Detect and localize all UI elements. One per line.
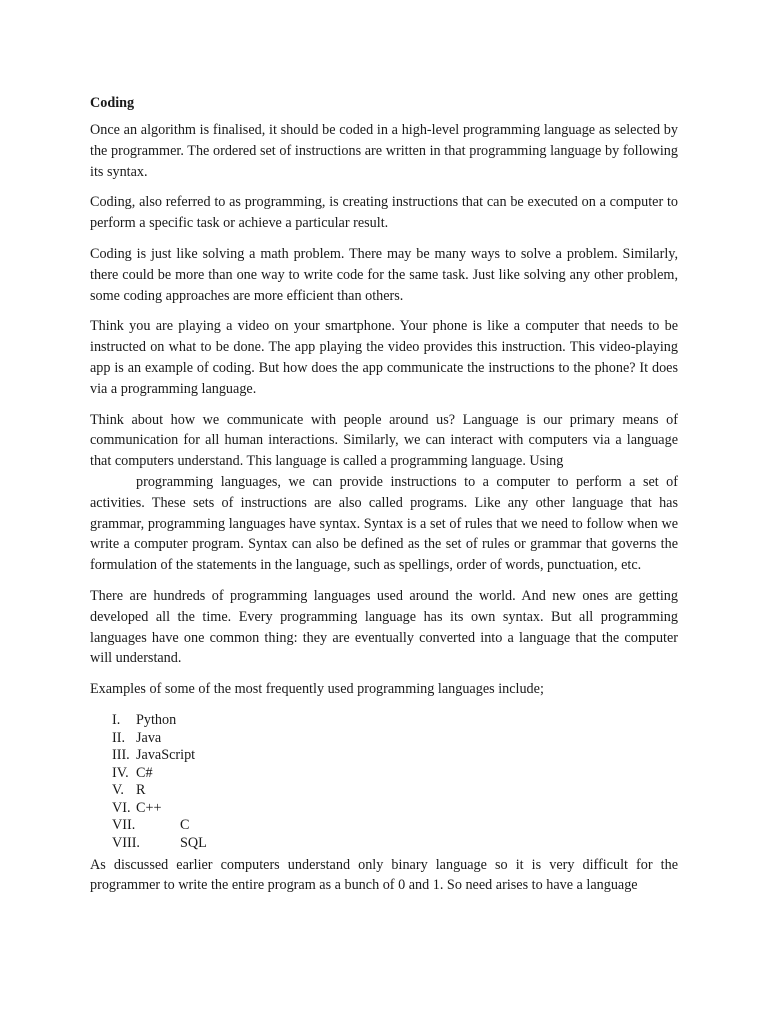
paragraph-language <box>90 410 678 576</box>
paragraph-language-part2: programming languages, we can provide instructions to a computer to perform a set of activities. These sets of instructions are also called programs. Like any other language that has grammar, programming languages have syntax. Syntax is a set of rules that we need to follow when we write a computer program. Syntax can also be defined as the set of rules or grammar that governs the formulation of the statements in the language, such as spellings, order of words, punctuation, etc. <box>90 473 678 574</box>
language-list <box>90 712 678 853</box>
list-item <box>112 712 678 730</box>
paragraph-language-part1: Think about how we communicate with people around us? Language is our primary means of communication for all human interactions. Similarly, we can interact with computers via a language that computers understand. This language is called a programming language. Using <box>90 411 678 470</box>
list-item-number: I. <box>112 711 121 728</box>
list-item-number: VII. <box>112 817 136 834</box>
list-item-label: JavaScript <box>136 747 196 764</box>
list-item-number: VIII. <box>112 835 140 852</box>
list-item-number: IV. <box>112 764 129 781</box>
paragraph-definition: Coding, also referred to as programming, is creating instructions that can be executed on a computer to perform a specific task or achieve a particular result. <box>90 194 678 232</box>
paragraph-smartphone: Think you are playing a video on your smartphone. Your phone is like a computer that needs to be instructed on what to be done. The app playing the video provides this instruction. This video-playing app is an example of coding. But how does the app communicate the instructions to the phone? It does via a programming language. <box>90 318 678 397</box>
list-intro: Examples of some of the most frequently used programming languages include; <box>90 681 544 698</box>
list-item-label: Java <box>136 729 162 746</box>
list-item <box>112 835 678 853</box>
document-page <box>90 92 678 906</box>
list-item <box>112 747 678 765</box>
list-item <box>112 765 678 783</box>
list-item <box>112 817 678 835</box>
list-item-label: SQL <box>180 835 207 852</box>
paragraph-binary: As discussed earlier computers understand only binary language so it is very difficult for the programmer to write the entire program as a bunch of 0 and 1. So need arises to have a language <box>90 856 678 894</box>
list-item-number: VI. <box>112 799 131 816</box>
list-item-number: V. <box>112 782 124 799</box>
paragraph-math-analogy: Coding is just like solving a math problem. There may be many ways to solve a problem. Similarly, there could be more than one way to write code for the same task. Just like solving any other problem, some coding approaches are more efficient than others. <box>90 245 678 304</box>
list-item-label: C# <box>136 764 153 781</box>
paragraph-algorithm: Once an algorithm is finalised, it should be coded in a high-level programming language as selected by the programmer. The ordered set of instructions are written in that programming language by following its syntax. <box>90 122 678 180</box>
paragraph-hundreds: There are hundreds of programming languages used around the world. And new ones are getting developed all the time. Every programming language has its own syntax. But all programming languages have one common thing: they are eventually converted into a language that the computer will understand. <box>90 587 678 667</box>
list-item-label: C++ <box>136 799 162 816</box>
list-item <box>112 800 678 818</box>
page-title: Coding <box>90 95 135 111</box>
list-item <box>112 782 678 800</box>
list-item <box>112 730 678 748</box>
list-item-label: R <box>136 782 146 799</box>
list-item-label: C <box>180 817 190 834</box>
list-item-label: Python <box>136 711 177 728</box>
list-item-number: II. <box>112 729 125 746</box>
list-item-number: III. <box>112 747 130 764</box>
